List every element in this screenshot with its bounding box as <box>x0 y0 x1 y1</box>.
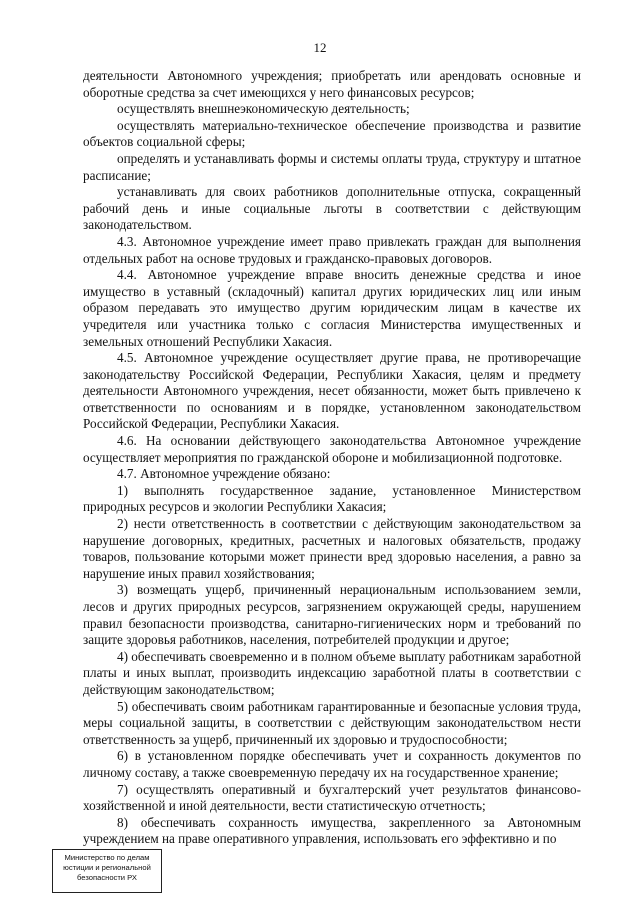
paragraph: 3) возмещать ущерб, причиненный нерациональным использованием земли, лесов и других природных ресурсов, загрязнением окружающей среды, нарушением правил безопасности производства, санитарно-гигиенических норм и требований по защите здоровья работников, населения, потребителей продукции и другое; <box>83 582 581 648</box>
paragraph: 2) нести ответственность в соответствии с действующим законодательством за нарушение договорных, кредитных, расчетных и налоговых обязательств, продажу товаров, пользование которыми может принести вред здоровью населения, а равно за нарушение иных правил хозяйствования; <box>83 516 581 581</box>
paragraph: 5) обеспечивать своим работникам гарантированные и безопасные условия труда, меры социальной защиты, в соответствии с действующим законодательством нести ответственность за ущерб, причиненный их здоровью и трудоспособности; <box>83 698 581 747</box>
paragraph: 4.3. Автономное учреждение имеет право привлекать граждан для выполнения отдельных работ на основе трудовых и гражданско-правовых договоров. <box>83 233 581 266</box>
paragraph: 8) обеспечивать сохранность имущества, закрепленного за Автономным учреждением на праве оперативного управления, использовать его эффективно и по <box>83 814 581 847</box>
paragraph: 4.5. Автономное учреждение осуществляет другие права, не противоречащие законодательству Российской Федерации, Республики Хакасия, целям и предмету деятельности Автономного учреждения, несет обязанности, может быть привлечено к ответственности по основаниям и в порядке, установленном законодательством Российской Федерации, Республики Хакасия. <box>83 350 581 432</box>
paragraph: устанавливать для своих работников дополнительные отпуска, сокращенный рабочий день и иные социальные льготы в соответствии с действующим законодательством. <box>83 184 581 233</box>
paragraph: 4) обеспечивать своевременно и в полном объеме выплату работникам заработной платы и иных выплат, производить индексацию заработной платы в соответствии с действующим законодательством; <box>83 648 581 697</box>
paragraph: осуществлять материально-техническое обеспечение производства и развитие объектов социальной сферы; <box>83 117 581 150</box>
document-body <box>83 68 581 848</box>
paragraph: 1) выполнять государственное задание, установленное Министерством природных ресурсов и экологии Республики Хакасия; <box>83 482 581 515</box>
paragraph: 4.4. Автономное учреждение вправе вносить денежные средства и иное имущество в уставный (складочный) капитал других юридических лиц или иным образом передавать это имущество другим юридическим лицам в качестве их учредителя или участника только с согласия Министерства имущественных и земельных отношений Республики Хакасия. <box>83 267 581 349</box>
paragraph: определять и устанавливать формы и системы оплаты труда, структуру и штатное расписание; <box>83 150 581 183</box>
paragraph: 7) осуществлять оперативный и бухгалтерский учет результатов финансово-хозяйственной и иной деятельности, вести статистическую отчетность; <box>83 781 581 814</box>
paragraph: 4.6. На основании действующего законодательства Автономное учреждение осуществляет мероприятия по гражданской обороне и мобилизационной подготовке. <box>83 433 581 465</box>
stamp-line: безопасности РХ <box>77 873 137 882</box>
paragraph: 4.7. Автономное учреждение обязано: <box>117 466 331 482</box>
stamp-line: Министерство по делам <box>64 853 150 862</box>
paragraph: осуществлять внешнеэкономическую деятельность; <box>117 101 410 117</box>
paragraph: деятельности Автономного учреждения; приобретать или арендовать основные и оборотные средства за счет имеющихся у него финансовых ресурсов; <box>83 68 581 100</box>
page-number: 12 <box>313 40 327 55</box>
paragraph: 6) в установленном порядке обеспечивать учет и сохранность документов по личному составу, а также своевременную передачу их на государственное хранение; <box>83 748 581 780</box>
stamp-line: юстиции и региональной <box>63 863 151 872</box>
ministry-stamp <box>52 849 162 893</box>
